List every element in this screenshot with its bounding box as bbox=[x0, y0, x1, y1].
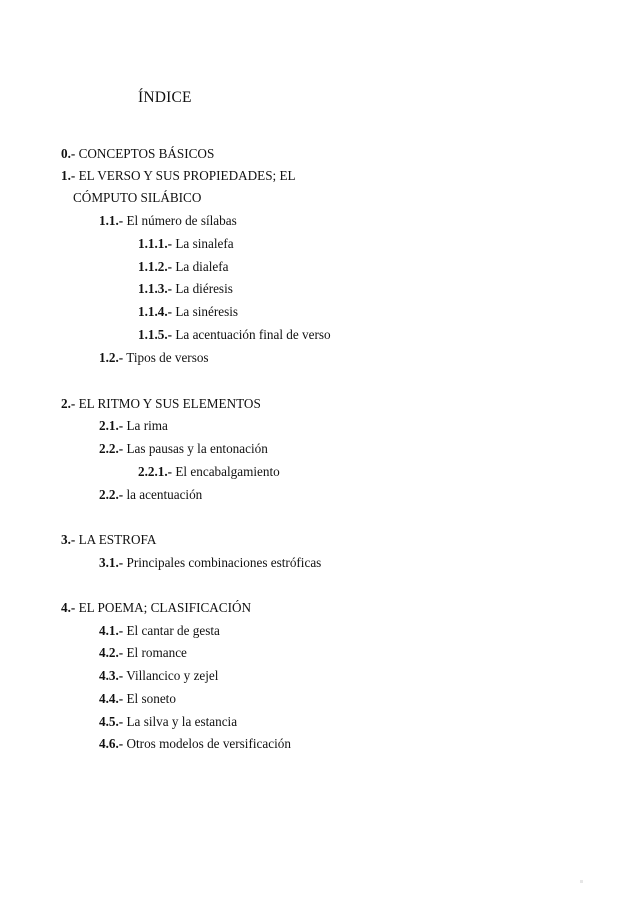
entry-text: La diéresis bbox=[172, 281, 233, 296]
entry-number: 1.1.5.- bbox=[138, 327, 173, 342]
index-entry-2-2 bbox=[99, 441, 268, 457]
index-entry-1-1-1 bbox=[138, 236, 234, 252]
entry-text: La rima bbox=[123, 418, 168, 433]
entry-text: Otros modelos de versificación bbox=[123, 736, 291, 751]
entry-number: 4.3.- bbox=[99, 668, 124, 683]
index-entry-1-1-2 bbox=[138, 259, 228, 275]
entry-text: La sinéresis bbox=[172, 304, 238, 319]
entry-text: El soneto bbox=[123, 691, 176, 706]
index-entry-2-2-1 bbox=[138, 464, 280, 480]
index-entry-2-1 bbox=[99, 418, 168, 434]
entry-text: CONCEPTOS BÁSICOS bbox=[75, 146, 215, 161]
entry-number: 4.6.- bbox=[99, 736, 124, 751]
entry-number: 4.- bbox=[61, 600, 76, 615]
entry-number: 4.2.- bbox=[99, 645, 124, 660]
entry-text: EL RITMO Y SUS ELEMENTOS bbox=[75, 396, 261, 411]
entry-text: Principales combinaciones estróficas bbox=[123, 555, 322, 570]
index-entry-1-1-4 bbox=[138, 304, 238, 320]
entry-number: 1.2.- bbox=[99, 350, 124, 365]
entry-text: El número de sílabas bbox=[123, 213, 237, 228]
entry-number: 0.- bbox=[61, 146, 76, 161]
index-entry-4-2 bbox=[99, 645, 187, 661]
index-entry-1-1-5 bbox=[138, 327, 331, 343]
index-entry-4-6 bbox=[99, 736, 291, 752]
entry-text: El romance bbox=[123, 645, 187, 660]
entry-text: La silva y la estancia bbox=[123, 714, 238, 729]
index-entry-1-1-3 bbox=[138, 281, 233, 297]
index-entry-4-4 bbox=[99, 691, 176, 707]
entry-number: 2.2.- bbox=[99, 441, 124, 456]
entry-text: CÓMPUTO SILÁBICO bbox=[73, 190, 202, 205]
entry-number: 2.2.1.- bbox=[138, 464, 173, 479]
index-entry-1-continuation bbox=[73, 190, 201, 206]
index-entry-3-1 bbox=[99, 555, 321, 571]
entry-text: Tipos de versos bbox=[123, 350, 209, 365]
entry-number: 4.4.- bbox=[99, 691, 124, 706]
entry-number: 3.1.- bbox=[99, 555, 124, 570]
index-entry-4-3 bbox=[99, 668, 218, 684]
index-entry-1-2 bbox=[99, 350, 209, 366]
entry-text: La acentuación final de verso bbox=[172, 327, 331, 342]
index-title: ÍNDICE bbox=[138, 89, 192, 106]
entry-number: 1.1.3.- bbox=[138, 281, 173, 296]
entry-text: La sinalefa bbox=[172, 236, 234, 251]
entry-text: El encabalgamiento bbox=[172, 464, 280, 479]
index-entry-4 bbox=[61, 600, 251, 616]
index-entry-1 bbox=[61, 168, 296, 184]
entry-text: EL VERSO Y SUS PROPIEDADES; EL bbox=[75, 168, 296, 183]
entry-number: 1.- bbox=[61, 168, 76, 183]
entry-number: 1.1.4.- bbox=[138, 304, 173, 319]
entry-text: El cantar de gesta bbox=[123, 623, 220, 638]
entry-number: 2.2.- bbox=[99, 487, 124, 502]
entry-number: 2.- bbox=[61, 396, 76, 411]
index-entry-2 bbox=[61, 396, 261, 412]
entry-text: EL POEMA; CLASIFICACIÓN bbox=[75, 600, 252, 615]
entry-text: La dialefa bbox=[172, 259, 229, 274]
entry-text: Las pausas y la entonación bbox=[123, 441, 268, 456]
entry-text: LA ESTROFA bbox=[75, 532, 157, 547]
entry-text: la acentuación bbox=[123, 487, 203, 502]
entry-number: 1.1.2.- bbox=[138, 259, 173, 274]
entry-number: 1.1.- bbox=[99, 213, 124, 228]
index-entry-4-5 bbox=[99, 714, 237, 730]
entry-number: 2.1.- bbox=[99, 418, 124, 433]
entry-number: 4.1.- bbox=[99, 623, 124, 638]
index-entry-3 bbox=[61, 532, 156, 548]
index-entry-0 bbox=[61, 146, 214, 162]
index-entry-2-2b bbox=[99, 487, 202, 503]
entry-number: 4.5.- bbox=[99, 714, 124, 729]
entry-number: 3.- bbox=[61, 532, 76, 547]
entry-number: 1.1.1.- bbox=[138, 236, 173, 251]
entry-text: Villancico y zejel bbox=[123, 668, 219, 683]
page-corner-mark bbox=[580, 880, 583, 883]
index-entry-4-1 bbox=[99, 623, 220, 639]
index-entry-1-1 bbox=[99, 213, 237, 229]
